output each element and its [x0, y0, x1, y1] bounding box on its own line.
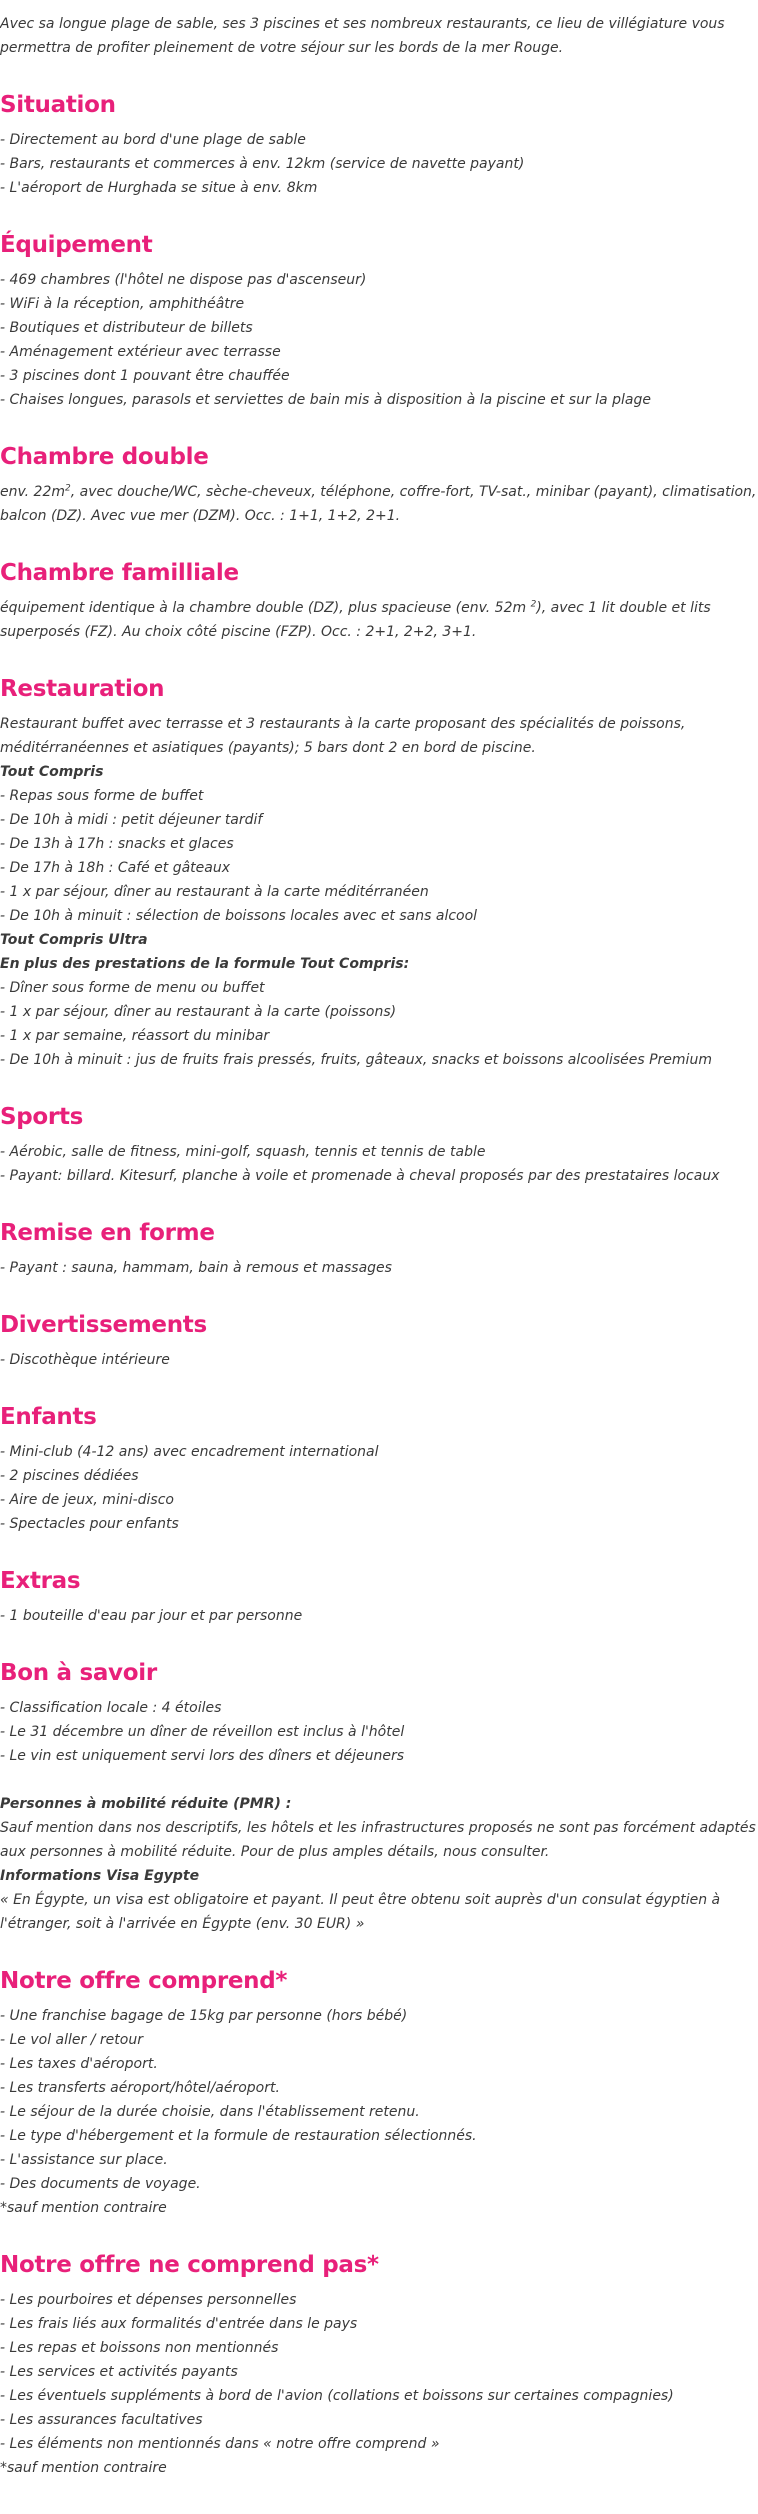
list-item: - Classification locale : 4 étoiles	[0, 1700, 222, 1716]
list-item: - Le vin est uniquement servi lors des dîners et déjeuners	[0, 1748, 404, 1764]
list-item: - De 10h à minuit : sélection de boissons locales avec et sans alcool	[0, 908, 478, 924]
section-title: Équipement	[0, 232, 153, 258]
paragraph: Restaurant buffet avec terrasse et 3 restaurants à la carte proposant des spécialités de poissons, méditérranéennes et asiatiques (payants); 5 bars dont 2 en bord de piscine.	[0, 716, 686, 756]
list-item: - Les frais liés aux formalités d'entrée dans le pays	[0, 2316, 358, 2332]
list-item: - 1 x par semaine, réassort du minibar	[0, 1028, 270, 1044]
section-chambre-double	[0, 442, 758, 528]
section-title: Chambre familliale	[0, 560, 239, 586]
list-item: - Les transferts aéroport/hôtel/aéroport.	[0, 2080, 280, 2096]
list-item: - De 10h à minuit : jus de fruits frais pressés, fruits, gâteaux, snacks et boissons alcoolisées Premium	[0, 1052, 712, 1068]
label-visa: Informations Visa Egypte	[0, 1868, 200, 1884]
paragraph	[0, 480, 758, 528]
list-item: - Payant : sauna, hammam, bain à remous et massages	[0, 1260, 392, 1276]
section-enfants	[0, 1402, 758, 1536]
text-part: équipement identique à la chambre double (DZ), plus spacieuse (env. 52m	[0, 600, 531, 616]
paragraph: Sauf mention dans nos descriptifs, les hôtels et les infrastructures proposés ne sont pas forcément adaptés aux personnes à mobilité réduite. Pour de plus amples détails, nous consulter.	[0, 1820, 756, 1860]
footnote: *sauf mention contraire	[0, 2460, 167, 2476]
section-title: Enfants	[0, 1404, 97, 1430]
list	[0, 1256, 758, 1280]
list-item: - Aménagement extérieur avec terrasse	[0, 344, 281, 360]
list	[0, 1440, 758, 1536]
list-item: - Le 31 décembre un dîner de réveillon est inclus à l'hôtel	[0, 1724, 405, 1740]
list-item: - Le vol aller / retour	[0, 2032, 143, 2048]
intro-text: Avec sa longue plage de sable, ses 3 piscines et ses nombreux restaurants, ce lieu de villégiature vous permettra de profiter pleinement de votre séjour sur les bords de la mer Rouge.	[0, 16, 725, 56]
list	[0, 1348, 758, 1372]
list-item: - Les éventuels suppléments à bord de l'avion (collations et boissons sur certaines compagnies)	[0, 2388, 674, 2404]
label-en-plus: En plus des prestations de la formule Tout Compris:	[0, 956, 410, 972]
list-item: - 3 piscines dont 1 pouvant être chauffée	[0, 368, 290, 384]
section-title: Chambre double	[0, 444, 209, 470]
spacer	[0, 1768, 758, 1792]
superscript: 2	[530, 599, 537, 610]
list	[0, 268, 758, 412]
list-item: - Payant: billard. Kitesurf, planche à voile et promenade à cheval proposés par des prestataires locaux	[0, 1168, 720, 1184]
list-item: - 1 x par séjour, dîner au restaurant à la carte (poissons)	[0, 1004, 397, 1020]
section-title: Remise en forme	[0, 1220, 215, 1246]
section-title: Notre offre ne comprend pas*	[0, 2252, 379, 2278]
list-item: - 2 piscines dédiées	[0, 1468, 139, 1484]
list-item: - De 17h à 18h : Café et gâteaux	[0, 860, 231, 876]
section-equipement	[0, 230, 758, 412]
text-part: env. 22m	[0, 484, 65, 500]
list-item: - Une franchise bagage de 15kg par personne (hors bébé)	[0, 2008, 408, 2024]
section-restauration	[0, 674, 758, 1072]
list-item: - 1 bouteille d'eau par jour et par personne	[0, 1608, 303, 1624]
list	[0, 976, 758, 1072]
section-title: Restauration	[0, 676, 165, 702]
list-item: - L'aéroport de Hurghada se situe à env. 8km	[0, 180, 318, 196]
list-item: - Les assurances facultatives	[0, 2412, 203, 2428]
list-item: - Spectacles pour enfants	[0, 1516, 179, 1532]
list	[0, 1604, 758, 1628]
section-title: Sports	[0, 1104, 84, 1130]
section-offre-ne-comprend-pas	[0, 2250, 758, 2480]
section-chambre-familliale	[0, 558, 758, 644]
list-item: - WiFi à la réception, amphithéâtre	[0, 296, 245, 312]
list-item: - 1 x par séjour, dîner au restaurant à la carte méditérranéen	[0, 884, 429, 900]
list-item: - Des documents de voyage.	[0, 2176, 201, 2192]
list-item: - Mini-club (4-12 ans) avec encadrement international	[0, 1444, 379, 1460]
list	[0, 2004, 758, 2196]
superscript: 2	[64, 483, 71, 494]
list-item: - De 13h à 17h : snacks et glaces	[0, 836, 234, 852]
text-part: ), avec 1 lit double et lits superposés (FZ). Au choix côté piscine (FZP). Occ. : 2+1, 2+2, 3+1.	[0, 600, 711, 640]
list-item: - Boutiques et distributeur de billets	[0, 320, 253, 336]
section-remise-en-forme	[0, 1218, 758, 1280]
section-situation	[0, 90, 758, 200]
list-item: - De 10h à midi : petit déjeuner tardif	[0, 812, 263, 828]
label-tout-compris: Tout Compris	[0, 764, 104, 780]
section-title: Bon à savoir	[0, 1660, 157, 1686]
section-offre-comprend	[0, 1966, 758, 2220]
section-title: Extras	[0, 1568, 81, 1594]
list	[0, 2288, 758, 2456]
section-extras	[0, 1566, 758, 1628]
list-item: - Discothèque intérieure	[0, 1352, 170, 1368]
list	[0, 1140, 758, 1188]
list-item: - Les services et activités payants	[0, 2364, 238, 2380]
list-item: - Bars, restaurants et commerces à env. 12km (service de navette payant)	[0, 156, 525, 172]
section-title: Divertissements	[0, 1312, 207, 1338]
section-bon-a-savoir	[0, 1658, 758, 1936]
list-item: - Aire de jeux, mini-disco	[0, 1492, 174, 1508]
list-item: - Les éléments non mentionnés dans « notre offre comprend »	[0, 2436, 440, 2452]
list-item: - Les pourboires et dépenses personnelles	[0, 2292, 297, 2308]
label-pmr: Personnes à mobilité réduite (PMR) :	[0, 1796, 292, 1812]
list-item: - Le séjour de la durée choisie, dans l'établissement retenu.	[0, 2104, 420, 2120]
section-sports	[0, 1102, 758, 1188]
list-item: - Chaises longues, parasols et serviettes de bain mis à disposition à la piscine et sur la plage	[0, 392, 651, 408]
footnote: *sauf mention contraire	[0, 2200, 167, 2216]
list-item: - Les repas et boissons non mentionnés	[0, 2340, 279, 2356]
list	[0, 784, 758, 928]
section-divertissements	[0, 1310, 758, 1372]
list-item: - Repas sous forme de buffet	[0, 788, 204, 804]
paragraph	[0, 596, 758, 644]
list-item: - Aérobic, salle de fitness, mini-golf, squash, tennis et tennis de table	[0, 1144, 486, 1160]
list-item: - 469 chambres (l'hôtel ne dispose pas d'ascenseur)	[0, 272, 367, 288]
list-item: - Directement au bord d'une plage de sable	[0, 132, 306, 148]
list-item: - Le type d'hébergement et la formule de restauration sélectionnés.	[0, 2128, 477, 2144]
paragraph: « En Égypte, un visa est obligatoire et payant. Il peut être obtenu soit auprès d'un consulat égyptien à l'étranger, soit à l'arrivée en Égypte (env. 30 EUR) »	[0, 1892, 721, 1932]
label-tout-compris-ultra: Tout Compris Ultra	[0, 932, 148, 948]
section-title: Notre offre comprend*	[0, 1968, 288, 1994]
list	[0, 1696, 758, 1768]
list	[0, 128, 758, 200]
list-item: - Les taxes d'aéroport.	[0, 2056, 158, 2072]
list-item: - L'assistance sur place.	[0, 2152, 168, 2168]
list-item: - Dîner sous forme de menu ou buffet	[0, 980, 265, 996]
text-part: , avec douche/WC, sèche-cheveux, téléphone, coffre-fort, TV-sat., minibar (payant), climatisation, balcon (DZ). Avec vue mer (DZM). Occ. : 1+1, 1+2, 2+1.	[0, 484, 757, 524]
section-title: Situation	[0, 92, 116, 118]
